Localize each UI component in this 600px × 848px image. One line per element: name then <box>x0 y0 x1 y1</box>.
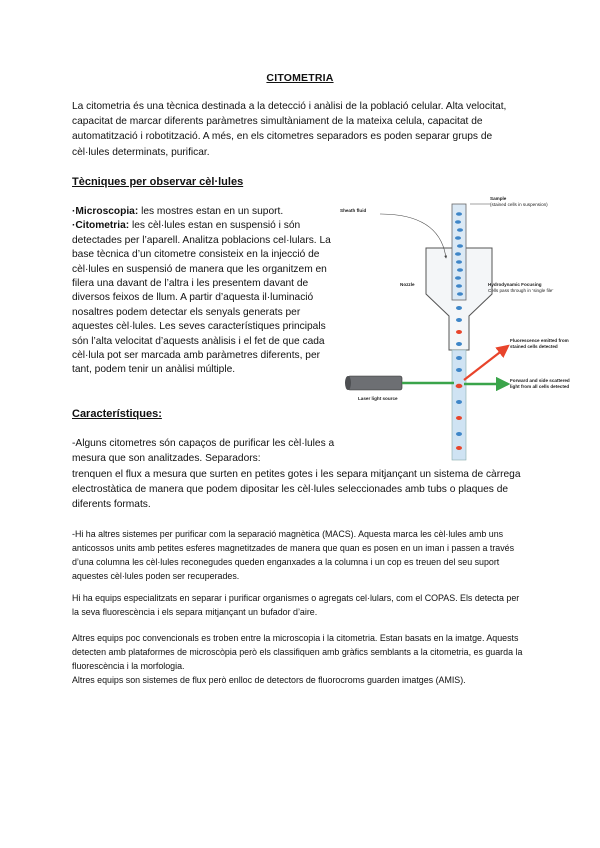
label-laser: Laser light source <box>358 396 398 401</box>
amis-paragraph: Altres equips son sistemes de flux però enlloc de detectors de fluorocroms guarden imatges (AMIS). <box>72 675 466 685</box>
label-sample-sub: (stained cells in suspension) <box>490 202 548 207</box>
section-heading-characteristics: Característiques: <box>72 408 162 420</box>
separators-paragraph-end: trenquen el flux a mesura que surten en petites gotes i les separa mitjançant un sistema de càrrega electrostàtica de manera que podem dipositar les cèl·lules seleccionades amb tubs o plaques de diferents formats. <box>72 469 521 511</box>
copas-paragraph: Hi ha equips especialitzats en separar i purificar organismes o agregats cel·lulars, com el COPAS. Els detecta per la seva fluorescència i els separa mitjançant un bufador d’aire. <box>72 593 520 617</box>
separators-paragraph-start: -Alguns citometres són capaços de purificar les cèl·lules a mesura que son analitzades. Separadors: <box>72 438 335 465</box>
microscopia-text: les mostres estan en un suport. <box>138 206 284 217</box>
label-scatter-1: Forward and side scattered <box>510 378 570 383</box>
flow-stream <box>452 350 466 460</box>
section-heading-techniques: Tècniques per observar cèl·lules <box>72 176 244 188</box>
label-nozzle: Nozzle <box>400 282 415 287</box>
laser-source <box>348 376 402 390</box>
macs-paragraph: -Hi ha altres sistemes per purificar com la separació magnètica (MACS). Aquesta marca les cèl·lules amb uns anticossos units amb petites esferes magnetitzades de manera que quan es posen en un iman i passen a través d’una columna les cèl·lules reconegudes queden enganxades a la columna i un cop es treuen del seu suport aquestes cèl·lules poden ser recuperades. <box>72 529 515 581</box>
label-scatter-2: light from all cells detected <box>510 384 570 389</box>
label-hydro: Hydrodynamic Focusing <box>488 282 542 287</box>
citometria-label: ·Citometria: <box>72 220 130 232</box>
label-fluor-1: Fluorescence emitted from <box>510 338 569 343</box>
techniques-paragraph <box>72 205 338 378</box>
citometria-text: les cèl·lules estan en suspensió i són detectades per l’aparell. Analitza poblacions cel·lulars. La base tècnica d’un citometre consisteix en la injecció de cèl·lules en suspensió de manera que les organitzem en filera una davant de l’altra i les presentem davant de diversos feixos de llum. A partir d’aquesta il·luminació nosaltres podem detectar els senyals generats per aquestes cèl·lules. Les seves característiques principals són l’alta velocitat d’aquests anàlisis i el fet de que cada cèl·lula pot ser marcada amb paràmetres diferents, per tant, podem tenir un anàlisi múltiple. <box>72 220 331 376</box>
label-fluor-2: stained cells detected <box>510 344 558 349</box>
page-title: CITOMETRIA <box>266 72 334 84</box>
label-hydro-sub: Cells pass through in ‘single file’ <box>488 288 554 293</box>
intro-paragraph: La citometria és una tècnica destinada a la detecció i anàlisi de la població celular. Alta velocitat, capacitat de marcar diferents paràmetres simultàniament de la mateixa celula, capacitat de automatització i robotització. A més, en els citometres separadors es poden separar grups de cèl·lules determinats, purificar. <box>72 101 507 158</box>
flow-cytometer-diagram <box>340 190 570 462</box>
label-sheath-fluid: Sheath fluid <box>340 208 367 213</box>
fluorescence-arrow <box>464 346 508 380</box>
label-sample: Sample <box>490 196 507 201</box>
image-based-paragraph: Altres equips poc convencionals es troben entre la microscopia i la citometria. Estan basats en la imatge. Aquests detecten amb plataformes de microscòpia però els classifiquen amb gràfics semblants a la citometria, es guarda la fluorescència i la morfologia. <box>72 633 523 671</box>
microscopia-label: ·Microscopia: <box>72 206 139 217</box>
